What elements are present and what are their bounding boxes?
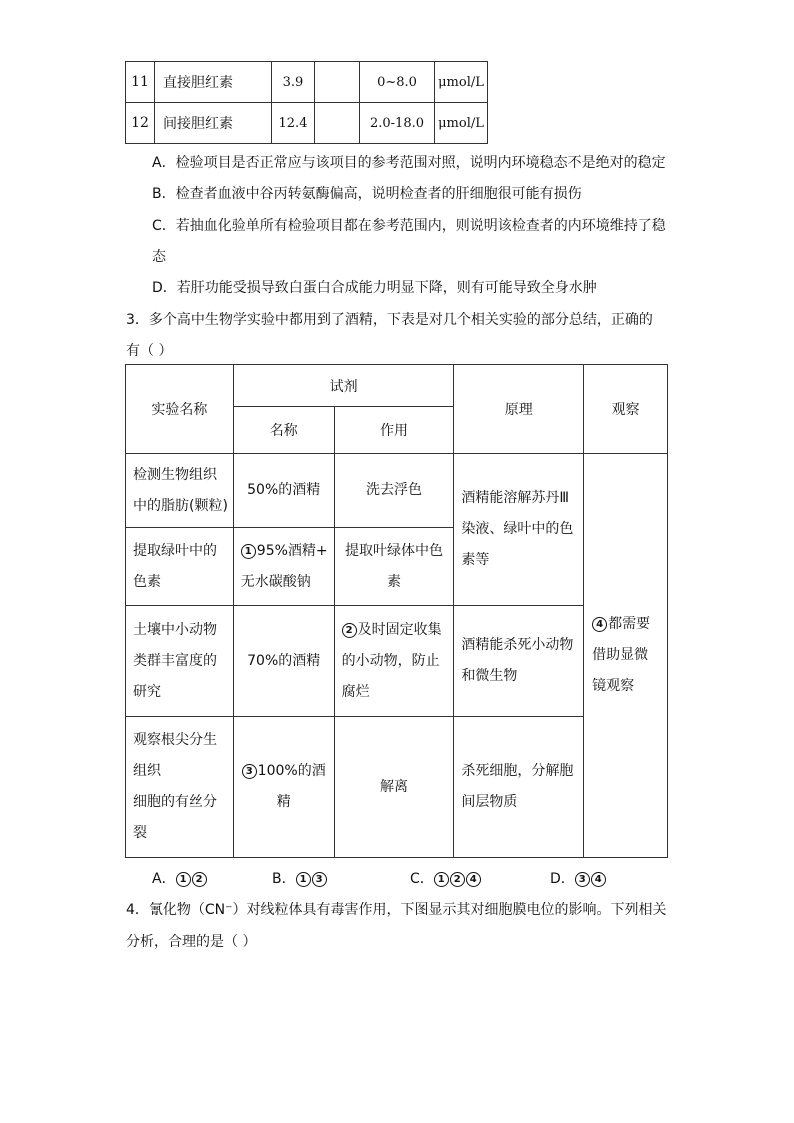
- table-row: [126, 62, 488, 103]
- circled-number: 4: [591, 872, 606, 887]
- q3-option-c: C． 1 2 4: [410, 868, 482, 888]
- principle-cell: 杀死细胞，分解胞 间层物质: [454, 717, 584, 858]
- q2-option-d: D．若肝功能受损导致白蛋白合成能力明显下降，则有可能导致全身水肿: [152, 280, 597, 296]
- experiment-name-cell: 土壤中小动物 类群丰富度的 研究: [126, 606, 234, 717]
- reagent-name-cell: 3 100%的酒 精: [233, 717, 334, 858]
- q2-option-c-line1: C．若抽血化验单所有检验项目都在参考范围内，则说明该检查者的内环境维持了稳: [152, 218, 666, 234]
- circled-number: 2: [342, 623, 357, 638]
- lab-result-table: [125, 61, 488, 144]
- reagent-use-cell: 洗去浮色: [334, 454, 454, 528]
- reagent-name-cell: 50%的酒精: [233, 454, 334, 528]
- observe-cell: 4 都需要 借助显微 镜观察: [584, 454, 668, 858]
- table-row: [126, 454, 668, 528]
- q2-option-a: A．检验项目是否正常应与该项目的参考范围对照，说明内环境稳态不是绝对的稳定: [152, 155, 666, 171]
- q2-option-c-line2: 态: [152, 249, 166, 265]
- item-value: 3.9: [272, 62, 315, 103]
- experiment-table: [125, 364, 668, 858]
- item-value: 12.4: [272, 103, 315, 144]
- principle-cell: 酒精能杀死小动物 和微生物: [454, 606, 584, 717]
- q2-option-b: B．检查者血液中谷丙转氨酶偏高，说明检查者的肝细胞很可能有损伤: [152, 186, 582, 202]
- q3-stem-line2: 有（ ）: [126, 343, 173, 359]
- principle-cell: 酒精能溶解苏丹Ⅲ 染液、绿叶中的色 素等: [454, 454, 584, 606]
- circled-number: 1: [241, 544, 256, 559]
- item-flag: [315, 103, 360, 144]
- q4-stem-line1: 4．氰化物（CN⁻）对线粒体具有毒害作用，下图显示其对细胞膜电位的影响。下列相关: [126, 902, 667, 918]
- q3-option-d: D． 3 4: [550, 868, 607, 888]
- circled-number: 1: [176, 872, 191, 887]
- q3-option-a: A． 1 2: [152, 868, 208, 888]
- experiment-name-cell: 观察根尖分生 组织 细胞的有丝分 裂: [126, 717, 234, 858]
- circled-number: 2: [192, 872, 207, 887]
- reagent-name-cell: 1 95%酒精+ 无水碳酸钠: [233, 528, 334, 606]
- header-reagent: 试剂: [233, 365, 454, 407]
- circled-number: 3: [312, 872, 327, 887]
- header-observe: 观察: [584, 365, 668, 454]
- circled-number: 1: [296, 872, 311, 887]
- circled-number: 1: [434, 872, 449, 887]
- header-reagent-use: 作用: [334, 407, 454, 454]
- item-unit: μmol/L: [435, 103, 488, 144]
- circled-number: 3: [575, 872, 590, 887]
- header-experiment-name: 实验名称: [126, 365, 234, 454]
- item-unit: μmol/L: [435, 62, 488, 103]
- header-reagent-name: 名称: [233, 407, 334, 454]
- item-flag: [315, 62, 360, 103]
- circled-number: 3: [242, 764, 257, 779]
- row-number: 12: [126, 103, 155, 144]
- reagent-use-cell: 解离: [334, 717, 454, 858]
- item-name: 间接胆红素: [155, 103, 272, 144]
- item-reference: 2.0-18.0: [360, 103, 435, 144]
- item-name: 直接胆红素: [155, 62, 272, 103]
- q4-stem-line2: 分析，合理的是（ ）: [126, 934, 257, 950]
- table-row: [126, 103, 488, 144]
- header-principle: 原理: [454, 365, 584, 454]
- q3-option-b: B． 1 3: [272, 868, 328, 888]
- q3-stem-line1: 3．多个高中生物学实验中都用到了酒精，下表是对几个相关实验的部分总结，正确的: [126, 312, 653, 328]
- circled-number: 2: [450, 872, 465, 887]
- item-reference: 0~8.0: [360, 62, 435, 103]
- reagent-name-cell: 70%的酒精: [233, 606, 334, 717]
- experiment-name-cell: 提取绿叶中的 色素: [126, 528, 234, 606]
- row-number: 11: [126, 62, 155, 103]
- reagent-use-cell: 提取叶绿体中色 素: [334, 528, 454, 606]
- circled-number: 4: [592, 617, 607, 632]
- reagent-use-cell: 2 及时固定收集 的小动物，防止 腐烂: [334, 606, 454, 717]
- experiment-name-cell: 检测生物组织 中的脂肪(颗粒): [126, 454, 234, 528]
- circled-number: 4: [466, 872, 481, 887]
